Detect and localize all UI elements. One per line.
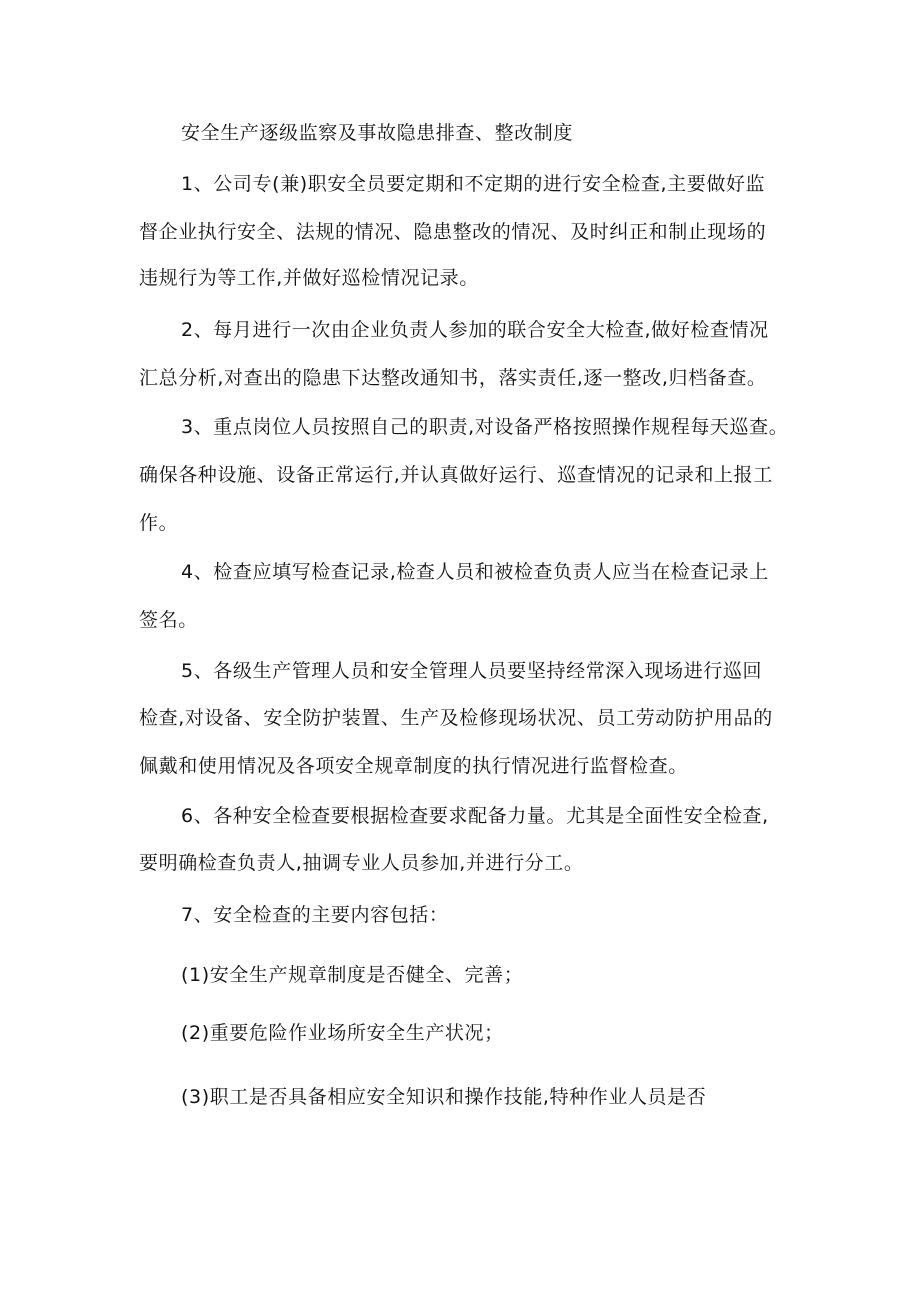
paragraph-line: 检查,对设备、安全防护装置、生产及检修现场状况、员工劳动防护用品的 [139,707,773,729]
document-title: 安全生产逐级监察及事故隐患排查、整改制度 [181,122,574,144]
paragraph-line: 4、检查应填写检查记录,检查人员和被检查负责人应当在检查记录上 [181,561,769,583]
paragraph-line: 1、公司专(兼)职安全员要定期和不定期的进行安全检查,主要做好监 [181,173,766,195]
paragraph-line: 作。 [139,512,179,534]
paragraph-line: 确保各种设施、设备正常运行,并认真做好运行、巡查情况的记录和上报工 [139,464,773,486]
paragraph-line: 汇总分析,对查出的隐患下达整改通知书，落实责任,逐一整改,归档备查。 [139,367,767,389]
paragraph-line: 违规行为等工作,并做好巡检情况记录。 [139,267,479,289]
paragraph-line: 2、每月进行一次由企业负责人参加的联合安全大检查,做好检查情况 [181,319,769,341]
paragraph-line: 6、各种安全检查要根据检查要求配备力量。尤其是全面性安全检查, [181,805,769,827]
paragraph-line: 5、各级生产管理人员和安全管理人员要坚持经常深入现场进行巡回 [181,660,763,682]
paragraph-line: (2)重要危险作业场所安全生产状况； [181,1022,504,1044]
paragraph-line: 督企业执行安全、法规的情况、隐患整改的情况、及时纠正和制止现场的 [139,221,767,243]
paragraph-line: 佩戴和使用情况及各项安全规章制度的执行情况进行监督检查。 [139,755,688,777]
paragraph-line: 要明确检查负责人,抽调专业人员参加,并进行分工。 [139,852,584,874]
paragraph-line: 3、重点岗位人员按照自己的职责,对设备严格按照操作规程每天巡查。 [181,416,789,438]
paragraph-line: (1)安全生产规章制度是否健全、完善； [181,964,524,986]
paragraph-line: 签名。 [139,609,198,631]
paragraph-line: 7、安全检查的主要内容包括： [181,904,449,926]
paragraph-line: (3)职工是否具备相应安全知识和操作技能,特种作业人员是否 [181,1086,707,1108]
